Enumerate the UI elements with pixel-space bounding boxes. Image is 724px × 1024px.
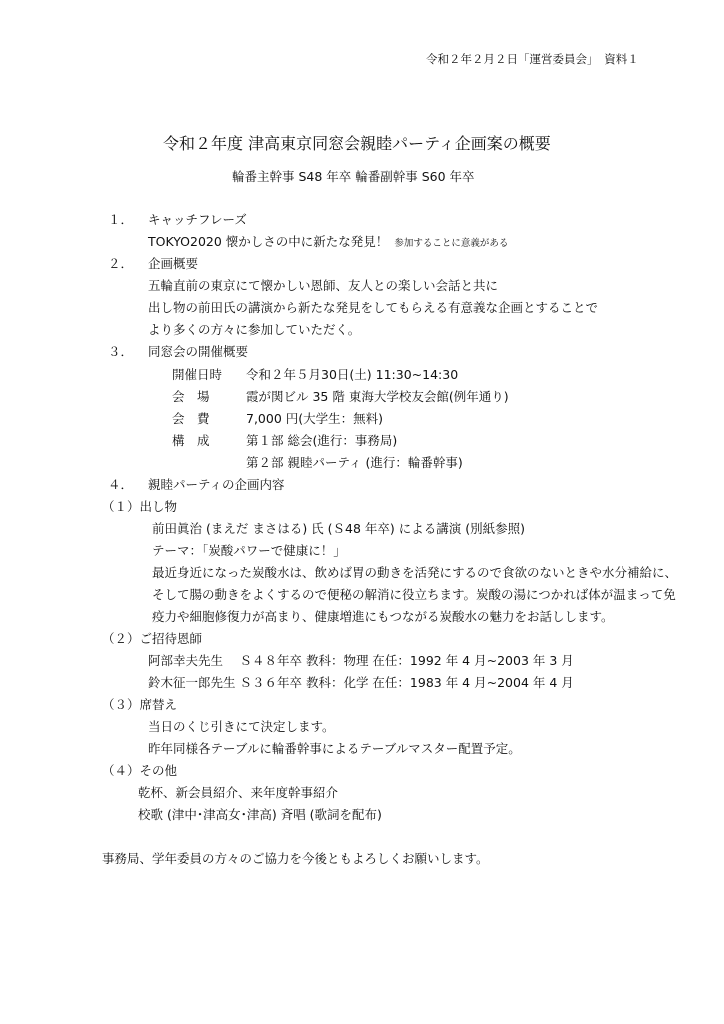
event-date-row (172, 366, 458, 384)
section-2-number: ２． (108, 256, 134, 271)
subsection-2-heading: （２）ご招待恩師 (102, 631, 203, 646)
event-structure-row (172, 432, 397, 450)
lecture-description: そして腸の動きをよくするので便秘の解消に役立ちます。炭酸の湯につかれば体が温まって免 (152, 587, 676, 602)
overview-line: 五輪直前の東京にて懐かしい恩師、友人との楽しい会話と共に (148, 278, 499, 293)
other-line: 校歌 (津中･津高女･津高) 斉唱 (歌詞を配布) (138, 807, 382, 822)
section-3-heading: 同窓会の開催概要 (148, 344, 249, 359)
event-date-label: 開催日時 (172, 367, 223, 382)
closing-note: 事務局、学年委員の方々のご協力を今後ともよろしくお願いします。 (102, 851, 489, 866)
section-4-number: ４． (108, 477, 134, 492)
lecture-description: 最近身近になった炭酸水は、飲めば胃の動きを活発にするので食欲のないときや水分補給に、 (152, 565, 678, 580)
event-structure-part1: 第１部 総会(進行：事務局) (246, 433, 398, 448)
overview-line: より多くの方々に参加していただく。 (148, 322, 361, 337)
seating-line: 昨年同様各テーブルに輪番幹事によるテーブルマスター配置予定。 (148, 741, 521, 756)
document-subtitle: 輪番主幹事 S48 年卒 輪番副幹事 S60 年卒 (232, 169, 475, 184)
other-line: 乾杯、新会員紹介、来年度幹事紹介 (138, 785, 339, 800)
section-1-number: １． (108, 212, 134, 227)
event-venue-row (172, 388, 509, 406)
section-2-heading: 企画概要 (148, 256, 199, 271)
lecture-description: 疫力や細胞修復力が高まり、健康増進にもつながる炭酸水の魅力をお話しします。 (152, 609, 614, 624)
event-venue-value: 霞が関ビル 35 階 東海大学校友会館(例年通り) (246, 389, 509, 404)
event-fee-row (172, 410, 383, 428)
lecture-theme: テーマ：「炭酸パワーで健康に！」 (152, 543, 346, 558)
teacher-row: 阿部幸夫先生 Ｓ４８年卒 教科：物理 在任：1992 年 4 月~2003 年 3 月 (148, 653, 574, 668)
document-title: 令和２年度 津高東京同窓会親睦パーティ企画案の概要 (163, 134, 551, 153)
section-3-number: ３． (108, 344, 134, 359)
catchphrase-note: 参加することに意義がある (394, 238, 509, 249)
catchphrase (148, 233, 508, 253)
teacher-row: 鈴木征一郎先生 Ｓ３６年卒 教科：化学 在任：1983 年 4 月~2004 年 4 月 (148, 675, 574, 690)
document-reference: 令和２年２月２日「運営委員会」 資料１ (426, 52, 639, 66)
section-1-heading: キャッチフレーズ (148, 212, 247, 227)
overview-line: 出し物の前田氏の講演から新たな発見をしてもらえる有意義な企画とすることで (148, 300, 599, 315)
subsection-4-heading: （４）その他 (102, 763, 178, 778)
subsection-1-heading: （１）出し物 (102, 499, 178, 514)
lecture-speaker: 前田眞治 (まえだ まさはる) 氏 (Ｓ48 年卒) による講演 (別紙参照) (152, 521, 525, 536)
event-structure-part2: 第２部 親睦パーティ (進行：輪番幹事) (246, 455, 463, 470)
catchphrase-text: TOKYO2020 懐かしさの中に新たな発見！ (148, 234, 389, 249)
event-fee-value: 7,000 円(大学生：無料) (246, 411, 384, 426)
seating-line: 当日のくじ引きにて決定します。 (148, 719, 335, 734)
event-venue-label: 会 場 (172, 389, 210, 404)
event-fee-label: 会 費 (172, 411, 210, 426)
event-date-value: 令和２年５月30日(土) 11:30~14:30 (246, 367, 459, 382)
event-structure-label: 構 成 (172, 433, 210, 448)
section-4-heading: 親睦パーティの企画内容 (148, 477, 285, 492)
subsection-3-heading: （３）席替え (102, 697, 178, 712)
